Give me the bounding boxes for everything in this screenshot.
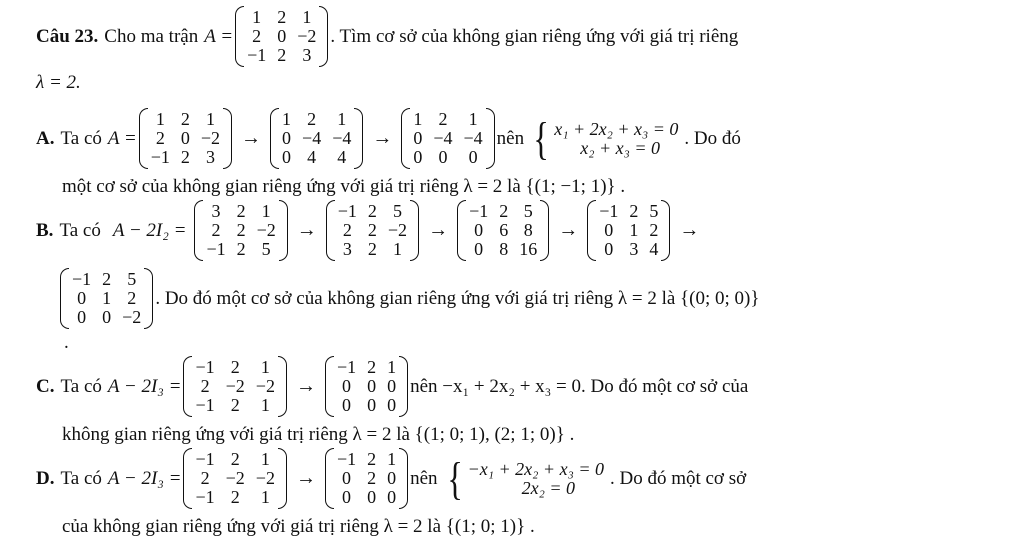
matrix-cell: 2 — [367, 201, 377, 221]
matrix-cell: 0 — [77, 307, 87, 327]
option-c-line1 — [36, 356, 748, 417]
matrix-cell: −4 — [332, 128, 352, 148]
matrix-cell: 1 — [260, 449, 270, 469]
option-a-lhs: A = — [107, 127, 137, 149]
matrix-cell: 1 — [337, 109, 347, 129]
option-a-matrix-2 — [270, 108, 363, 169]
matrix-cell: 0 — [387, 376, 397, 396]
matrix-cell: 1 — [387, 357, 397, 377]
brace-icon: { — [446, 452, 463, 504]
matrix-cell: 2 — [102, 269, 112, 289]
matrix-cell: 2 — [252, 26, 262, 46]
matrix-cell: 0 — [604, 239, 614, 259]
matrix-cell: −1 — [195, 357, 215, 377]
matrix-cell: 0 — [387, 487, 397, 507]
left-paren — [183, 448, 192, 509]
matrix-cell: 0 — [342, 468, 352, 488]
matrix-cell: −1 — [195, 487, 215, 507]
matrix-cell: 1 — [387, 449, 397, 469]
matrix-cell: −4 — [302, 128, 322, 148]
matrix-cell: 2 — [127, 288, 137, 308]
right-paren — [399, 356, 408, 417]
option-a-label: A. — [36, 127, 55, 149]
matrix-cell: 2 — [277, 7, 287, 27]
matrix-cell: 2 — [277, 45, 287, 65]
option-c-label: C. — [36, 375, 55, 397]
matrix-cell: 1 — [468, 109, 478, 129]
right-paren — [279, 200, 288, 261]
matrix-cell: 1 — [282, 109, 292, 129]
matrix-cell: 0 — [367, 487, 377, 507]
option-c-line2 — [62, 424, 574, 446]
matrix-name: A = — [204, 25, 234, 47]
option-c-matrix-2 — [325, 356, 408, 417]
matrix-cell: 3 — [342, 239, 352, 259]
option-a-tail: . Do đó — [684, 127, 741, 149]
left-paren — [325, 448, 334, 509]
option-d-lead: Ta có — [60, 467, 102, 489]
matrix-cell: 1 — [252, 7, 262, 27]
option-d-conclusion: của không gian riêng ứng với giá trị riêng λ = 2 là {(1; 0; 1)} . — [62, 516, 535, 537]
matrix-cell: −1 — [150, 147, 170, 167]
right-paren — [661, 200, 670, 261]
matrix-cell: −1 — [469, 201, 489, 221]
matrix-cell: 0 — [413, 147, 423, 167]
matrix-cell: 2 — [236, 201, 246, 221]
option-c-tail: nên −x₁ + 2x₂ + x₃ = 0. Do đó một cơ sở của — [410, 375, 749, 397]
matrix-cell: 0 — [413, 128, 423, 148]
option-a-line1 — [36, 108, 741, 169]
arrow-icon: → — [295, 375, 316, 397]
matrix-cell: 0 — [342, 487, 352, 507]
matrix-cell: 1 — [260, 487, 270, 507]
matrix-cell: 2 — [367, 357, 377, 377]
option-a-system — [530, 112, 679, 164]
matrix-cell: 1 — [629, 220, 639, 240]
matrix-cell: 1 — [205, 109, 215, 129]
matrix-cell: 0 — [342, 376, 352, 396]
matrix-cell: 2 — [367, 468, 377, 488]
matrix-cell: 16 — [519, 239, 538, 259]
left-paren — [326, 200, 335, 261]
option-b-lead: Ta có — [59, 219, 101, 241]
option-b-dot: . — [64, 332, 69, 353]
matrix-cell: 2 — [155, 128, 165, 148]
option-d-label: D. — [36, 467, 55, 489]
matrix-cell: −1 — [195, 449, 215, 469]
option-b-matrix-1 — [194, 200, 287, 261]
matrix-cell: 1 — [392, 239, 402, 259]
option-d-system — [444, 452, 604, 504]
matrix-cell: 2 — [499, 201, 509, 221]
matrix-cell: 1 — [261, 201, 271, 221]
matrix-cell: 2 — [230, 395, 240, 415]
matrix-cell: 0 — [468, 147, 478, 167]
matrix-cell: 0 — [387, 395, 397, 415]
matrix-cell: −2 — [255, 376, 275, 396]
matrix-cell: −1 — [336, 357, 357, 377]
option-b-label: B. — [36, 219, 54, 241]
matrix-cell: 8 — [499, 239, 509, 259]
matrix-cell: 3 — [211, 201, 221, 221]
matrix-cell: 0 — [77, 288, 87, 308]
matrix-cell: 2 — [367, 449, 377, 469]
matrix-cell: −2 — [297, 26, 317, 46]
matrix-cell: −2 — [122, 307, 142, 327]
matrix-cell: 2 — [629, 201, 639, 221]
matrix-cell: 3 — [302, 45, 312, 65]
right-paren — [319, 6, 328, 67]
matrix-cell: −4 — [463, 128, 483, 148]
right-paren — [410, 200, 419, 261]
option-d-nen: nên — [410, 467, 438, 489]
left-paren — [325, 356, 334, 417]
matrix-cell: −1 — [206, 239, 226, 259]
option-d-sys-row1: −x₁ + 2x₂ + x₃ = 0 — [467, 458, 604, 479]
arrow-icon: → — [295, 467, 316, 489]
matrix-cell: 3 — [629, 239, 639, 259]
option-b-tail: . Do đó một cơ sở của không gian riêng ứng với giá trị riêng λ = 2 là {(0; 0; 0)} — [155, 287, 760, 309]
left-paren — [194, 200, 203, 261]
question-intro: Cho ma trận — [104, 25, 199, 47]
matrix-cell: 2 — [230, 449, 240, 469]
matrix-cell: 0 — [282, 128, 292, 148]
option-d-tail: . Do đó một cơ sở — [609, 467, 747, 489]
arrow-icon: → — [241, 127, 262, 149]
matrix-cell: 0 — [387, 468, 397, 488]
matrix-cell: 0 — [367, 376, 377, 396]
left-paren — [270, 108, 279, 169]
matrix-cell: −1 — [337, 201, 357, 221]
matrix-cell: 0 — [474, 239, 484, 259]
matrix-cell: 2 — [649, 220, 659, 240]
matrix-cell: 2 — [438, 109, 448, 129]
option-b-matrix-5 — [60, 268, 153, 329]
question-text: . Tìm cơ sở của không gian riêng ứng với giá trị riêng — [330, 25, 739, 47]
matrix-cell: 1 — [260, 357, 270, 377]
option-d-sys-row2: 2x₂ = 0 — [521, 477, 576, 498]
option-b-line2 — [58, 268, 759, 329]
matrix-cell: 6 — [499, 220, 509, 240]
right-paren — [540, 200, 549, 261]
matrix-cell: 2 — [230, 487, 240, 507]
matrix-cell: 2 — [342, 220, 352, 240]
right-paren — [399, 448, 408, 509]
option-a-sys-row1: x₁ + 2x₂ + x₃ = 0 — [554, 118, 679, 139]
matrix-cell: −1 — [195, 395, 215, 415]
option-b-matrix-2 — [326, 200, 419, 261]
option-d-lhs: A − 2I₃ = — [107, 467, 182, 489]
matrix-cell: 1 — [260, 395, 270, 415]
matrix-cell: 2 — [180, 147, 190, 167]
left-paren — [457, 200, 466, 261]
matrix-cell: 2 — [200, 376, 210, 396]
matrix-cell: 5 — [127, 269, 137, 289]
matrix-cell: 0 — [438, 147, 448, 167]
arrow-icon: → — [679, 219, 700, 241]
right-paren — [486, 108, 495, 169]
matrix-cell: 0 — [102, 307, 112, 327]
option-a-line2 — [62, 176, 625, 198]
option-a-nen: nên — [496, 127, 525, 149]
matrix-cell: −2 — [387, 220, 408, 240]
option-b-matrix-3 — [457, 200, 549, 261]
matrix-cell: 5 — [649, 201, 659, 221]
arrow-icon: → — [428, 219, 449, 241]
matrix-cell: 5 — [523, 201, 533, 221]
left-paren — [401, 108, 410, 169]
matrix-cell: −2 — [200, 128, 221, 148]
arrow-icon: → — [558, 219, 579, 241]
matrix-cell: 2 — [367, 239, 377, 259]
right-paren — [278, 448, 287, 509]
matrix-cell: 4 — [337, 147, 347, 167]
arrow-icon: → — [372, 127, 393, 149]
matrix-cell: −1 — [599, 201, 619, 221]
option-a-matrix-3 — [401, 108, 494, 169]
arrow-icon: → — [296, 219, 317, 241]
option-c-matrix-1 — [183, 356, 286, 417]
option-d-line1 — [36, 448, 746, 509]
matrix-cell: 2 — [200, 468, 210, 488]
option-b-lhs: A − 2I₂ = — [112, 219, 187, 241]
matrix-cell: 2 — [180, 109, 190, 129]
option-a-matrix-1 — [139, 108, 232, 169]
left-paren — [139, 108, 148, 169]
matrix-cell: −1 — [72, 269, 92, 289]
matrix-cell: 2 — [236, 220, 246, 240]
option-b-dot-line — [64, 332, 69, 354]
option-a-lead: Ta có — [60, 127, 102, 149]
option-a-sys-row2: x₂ + x₃ = 0 — [580, 137, 660, 158]
matrix-cell: 8 — [523, 220, 533, 240]
matrix-cell: 1 — [102, 288, 112, 308]
left-paren — [587, 200, 596, 261]
matrix-cell: 2 — [230, 357, 240, 377]
matrix-cell: −2 — [225, 376, 245, 396]
option-c-lead: Ta có — [60, 375, 102, 397]
matrix-cell: 1 — [155, 109, 165, 129]
eigenvalue: λ = 2. — [36, 72, 81, 93]
matrix-cell: 0 — [604, 220, 614, 240]
right-paren — [278, 356, 287, 417]
matrix-cell: 1 — [302, 7, 312, 27]
option-a-conclusion: một cơ sở của không gian riêng ứng với giá trị riêng λ = 2 là {(1; −1; 1)} . — [62, 176, 626, 197]
matrix-cell: 4 — [649, 239, 659, 259]
matrix-cell: −2 — [225, 468, 245, 488]
question-line — [36, 6, 738, 67]
question-eigen-line — [36, 72, 81, 94]
matrix-cell: 2 — [307, 109, 317, 129]
option-c-lhs: A − 2I₃ = — [107, 375, 182, 397]
option-d-line2 — [62, 516, 535, 538]
matrix-cell: −4 — [433, 128, 453, 148]
right-paren — [144, 268, 153, 329]
matrix-cell: 0 — [367, 395, 377, 415]
matrix-cell: 3 — [205, 147, 215, 167]
matrix-cell: 0 — [180, 128, 190, 148]
left-paren — [60, 268, 69, 329]
matrix-cell: 0 — [282, 147, 292, 167]
option-c-conclusion: không gian riêng ứng với giá trị riêng λ = 2 là {(1; 0; 1), (2; 1; 0)} . — [62, 424, 575, 445]
question-label: Câu 23. — [36, 25, 99, 47]
brace-icon: { — [533, 112, 549, 164]
matrix-cell: 0 — [474, 220, 484, 240]
matrix-cell: 4 — [307, 147, 317, 167]
option-b-line1 — [36, 200, 706, 261]
right-paren — [354, 108, 363, 169]
matrix-cell: 5 — [261, 239, 271, 259]
matrix-cell: −1 — [247, 45, 267, 65]
matrix-cell: 0 — [277, 26, 287, 46]
matrix-cell: 2 — [367, 220, 377, 240]
matrix-cell: 2 — [211, 220, 221, 240]
matrix-cell: −1 — [336, 449, 357, 469]
right-paren — [223, 108, 232, 169]
matrix-cell: 2 — [236, 239, 246, 259]
option-d-matrix-2 — [325, 448, 408, 509]
left-paren — [183, 356, 192, 417]
matrix-cell: 0 — [342, 395, 352, 415]
matrix-cell: 5 — [392, 201, 402, 221]
option-b-matrix-4 — [587, 200, 670, 261]
option-d-matrix-1 — [183, 448, 286, 509]
matrix-a — [235, 6, 328, 67]
matrix-cell: −2 — [255, 468, 275, 488]
matrix-cell: −2 — [256, 220, 276, 240]
left-paren — [235, 6, 244, 67]
matrix-cell: 1 — [413, 109, 423, 129]
